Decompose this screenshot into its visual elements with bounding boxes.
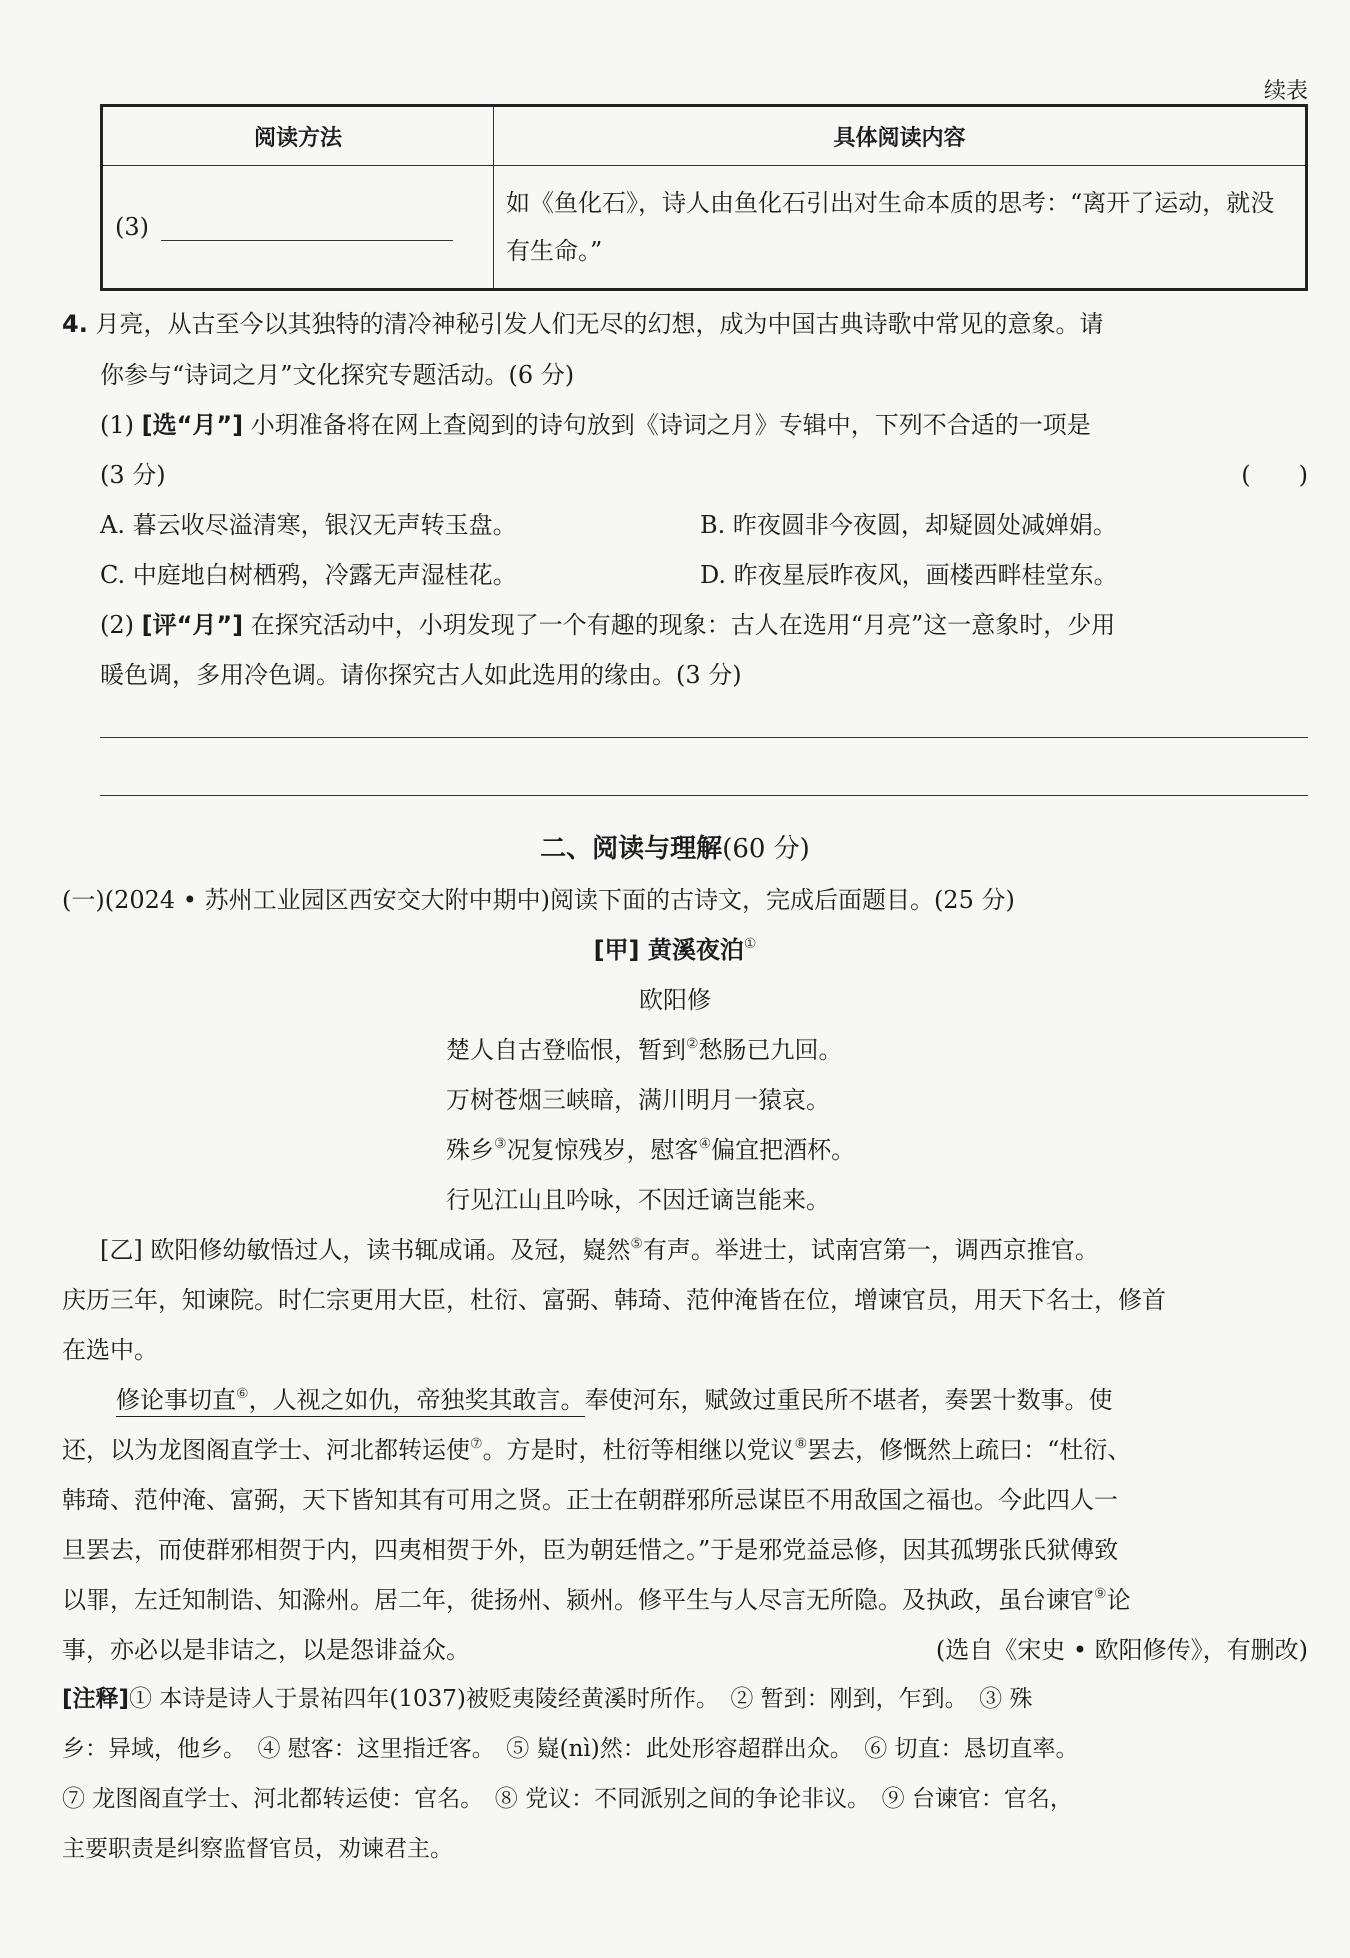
answer-blank[interactable] bbox=[161, 212, 453, 241]
q4-part2-line1 bbox=[100, 605, 1115, 640]
prose-last-line: 事，亦必以是非诘之，以是怨诽益众。 bbox=[62, 1636, 470, 1664]
option-a: A. 暮云收尽溢清寒，银汉无声转玉盘。 bbox=[100, 511, 517, 539]
prose-p2-line6 bbox=[62, 1630, 1308, 1665]
option-c: C. 中庭地白树栖鸦，冷露无声湿桂花。 bbox=[100, 561, 517, 589]
q4-part2-tag: [评“月”] bbox=[141, 611, 244, 639]
q4-part2-line2: 暖色调，多用冷色调。请你探究古人如此选用的缘由。(3 分) bbox=[100, 661, 742, 689]
prose-p2-line5: 以罪，左迁知制诰、知滁州。居二年，徙扬州、颍州。修平生与人尽言无所隐。及执政，虽台谏官⑨论 bbox=[62, 1586, 1131, 1614]
poem-author: 欧阳修 bbox=[639, 986, 711, 1014]
poem-line-2: 万树苍烟三峡暗，满川明月一猿哀。 bbox=[446, 1086, 830, 1114]
q4-stem-text: 月亮，从古至今以其独特的清冷神秘引发人们无尽的幻想，成为中国古典诗歌中常见的意象。请 bbox=[95, 310, 1104, 338]
notes-tag: [注释] bbox=[62, 1686, 130, 1712]
option-b: B. 昨夜圆非今夜圆，却疑圆处减婵娟。 bbox=[700, 511, 1117, 539]
answer-line-2[interactable] bbox=[100, 795, 1308, 796]
table-cell-content: 如《鱼化石》，诗人由鱼化石引出对生命本质的思考：“离开了运动，就没有生命。” bbox=[494, 166, 1307, 290]
prose-p1-line3: 在选中。 bbox=[62, 1336, 158, 1364]
part1-instruction: (一)(2024 • 苏州工业园区西安交大附中期中)阅读下面的古诗文，完成后面题目。(25 分) bbox=[62, 886, 1015, 914]
q4-part2-number: (2) bbox=[100, 611, 134, 639]
table-header-method: 阅读方法 bbox=[102, 106, 494, 166]
continued-label: 续表 bbox=[1263, 79, 1308, 104]
notes-line4: 主要职责是纠察监督官员，劝谏君主。 bbox=[62, 1836, 453, 1862]
prose-p2-line2: 还，以为龙图阁直学士、河北都转运使⑦。方是时，杜衍等相继以党议⑧罢去，修慨然上疏曰：“杜衍、 bbox=[62, 1436, 1132, 1464]
poem-line-1: 楚人自古登临恨，暂到②愁肠已九回。 bbox=[446, 1036, 843, 1064]
answer-line-1[interactable] bbox=[100, 737, 1308, 738]
prose-p2-line1: 修论事切直⑥，人视之如仇，帝独奖其敢言。奉使河东，赋敛过重民所不堪者，奏罢十数事。使 bbox=[116, 1380, 1113, 1415]
q4-part2-text: 在探究活动中，小玥发现了一个有趣的现象：古人在选用“月亮”这一意象时，少用 bbox=[250, 611, 1116, 639]
table-row bbox=[102, 166, 1307, 290]
q4-part1-score: (3 分) bbox=[100, 461, 166, 489]
q4-part1-text: 小玥准备将在网上查阅到的诗句放到《诗词之月》专辑中，下列不合适的一项是 bbox=[250, 411, 1091, 439]
option-d: D. 昨夜星辰昨夜风，画楼西畔桂堂东。 bbox=[700, 561, 1118, 589]
q4-part1-score-line bbox=[100, 455, 1308, 490]
table-header-content: 具体阅读内容 bbox=[494, 106, 1307, 166]
prose-p2-line3: 韩琦、范仲淹、富弼，天下皆知其有可用之贤。正士在朝群邪所忌谋臣不用敌国之福也。今此四人一 bbox=[62, 1486, 1118, 1514]
table-cell-method bbox=[102, 166, 494, 290]
source-citation: (选自《宋史 • 欧阳修传》，有删改) bbox=[935, 1636, 1308, 1664]
notes-line1: [注释]① 本诗是诗人于景祐四年(1037)被贬夷陵经黄溪时所作。 ② 暂到：刚到，乍到。 ③ 殊 bbox=[62, 1686, 1033, 1712]
row-number: (3) bbox=[115, 213, 149, 241]
prose-p1-line2: 庆历三年，知谏院。时仁宗更用大臣，杜衍、富弼、韩琦、范仲淹皆在位，增谏官员，用天下名士，修首 bbox=[62, 1286, 1166, 1314]
note-marker: ① bbox=[743, 936, 757, 952]
notes-line3: ⑦ 龙图阁直学士、河北都转运使：官名。 ⑧ 党议：不同派别之间的争论非议。 ⑨ 台谏官：官名， bbox=[62, 1786, 1073, 1812]
prose-p2-line4: 旦罢去，而使群邪相贺于内，四夷相贺于外，臣为朝廷惜之。”于是邪党益忌修，因其孤甥张氏狱傅致 bbox=[62, 1536, 1119, 1564]
reading-method-table bbox=[100, 104, 1308, 291]
notes-line2: 乡：异域，他乡。 ④ 慰客：这里指迁客。 ⑤ 嶷(nì)然：此处形容超群出众。 ⑥ 切直：恳切直率。 bbox=[62, 1736, 1079, 1762]
q4-part1-number: (1) bbox=[100, 411, 134, 439]
q4-part1-tag: [选“月”] bbox=[141, 411, 244, 439]
poem-title bbox=[0, 930, 1350, 965]
answer-paren[interactable]: ( ) bbox=[1241, 461, 1308, 489]
section-score: (60 分) bbox=[722, 834, 810, 864]
underlined-sentence: 修论事切直⑥，人视之如仇，帝独奖其敢言。 bbox=[116, 1386, 585, 1417]
q4-number: 4. bbox=[62, 310, 88, 338]
prose-p1-line1: [乙] 欧阳修幼敏悟过人，读书辄成诵。及冠，嶷然⑤有声。举进士，试南宫第一，调西京推官。 bbox=[100, 1236, 1099, 1264]
section-title bbox=[0, 828, 1350, 865]
poem-line-3: 殊乡③况复惊残岁，慰客④偏宜把酒杯。 bbox=[446, 1136, 856, 1164]
poem-line-4: 行见江山且吟咏，不因迁谪岂能来。 bbox=[446, 1186, 830, 1214]
q4-stem-line1 bbox=[62, 304, 1103, 339]
q4-stem-line2: 你参与“诗词之月”文化探究专题活动。(6 分) bbox=[100, 361, 575, 389]
poem-title-text: [甲] 黄溪夜泊 bbox=[593, 936, 744, 964]
q4-part1-line bbox=[100, 405, 1091, 440]
section-title-text: 二、阅读与理解 bbox=[540, 834, 723, 864]
